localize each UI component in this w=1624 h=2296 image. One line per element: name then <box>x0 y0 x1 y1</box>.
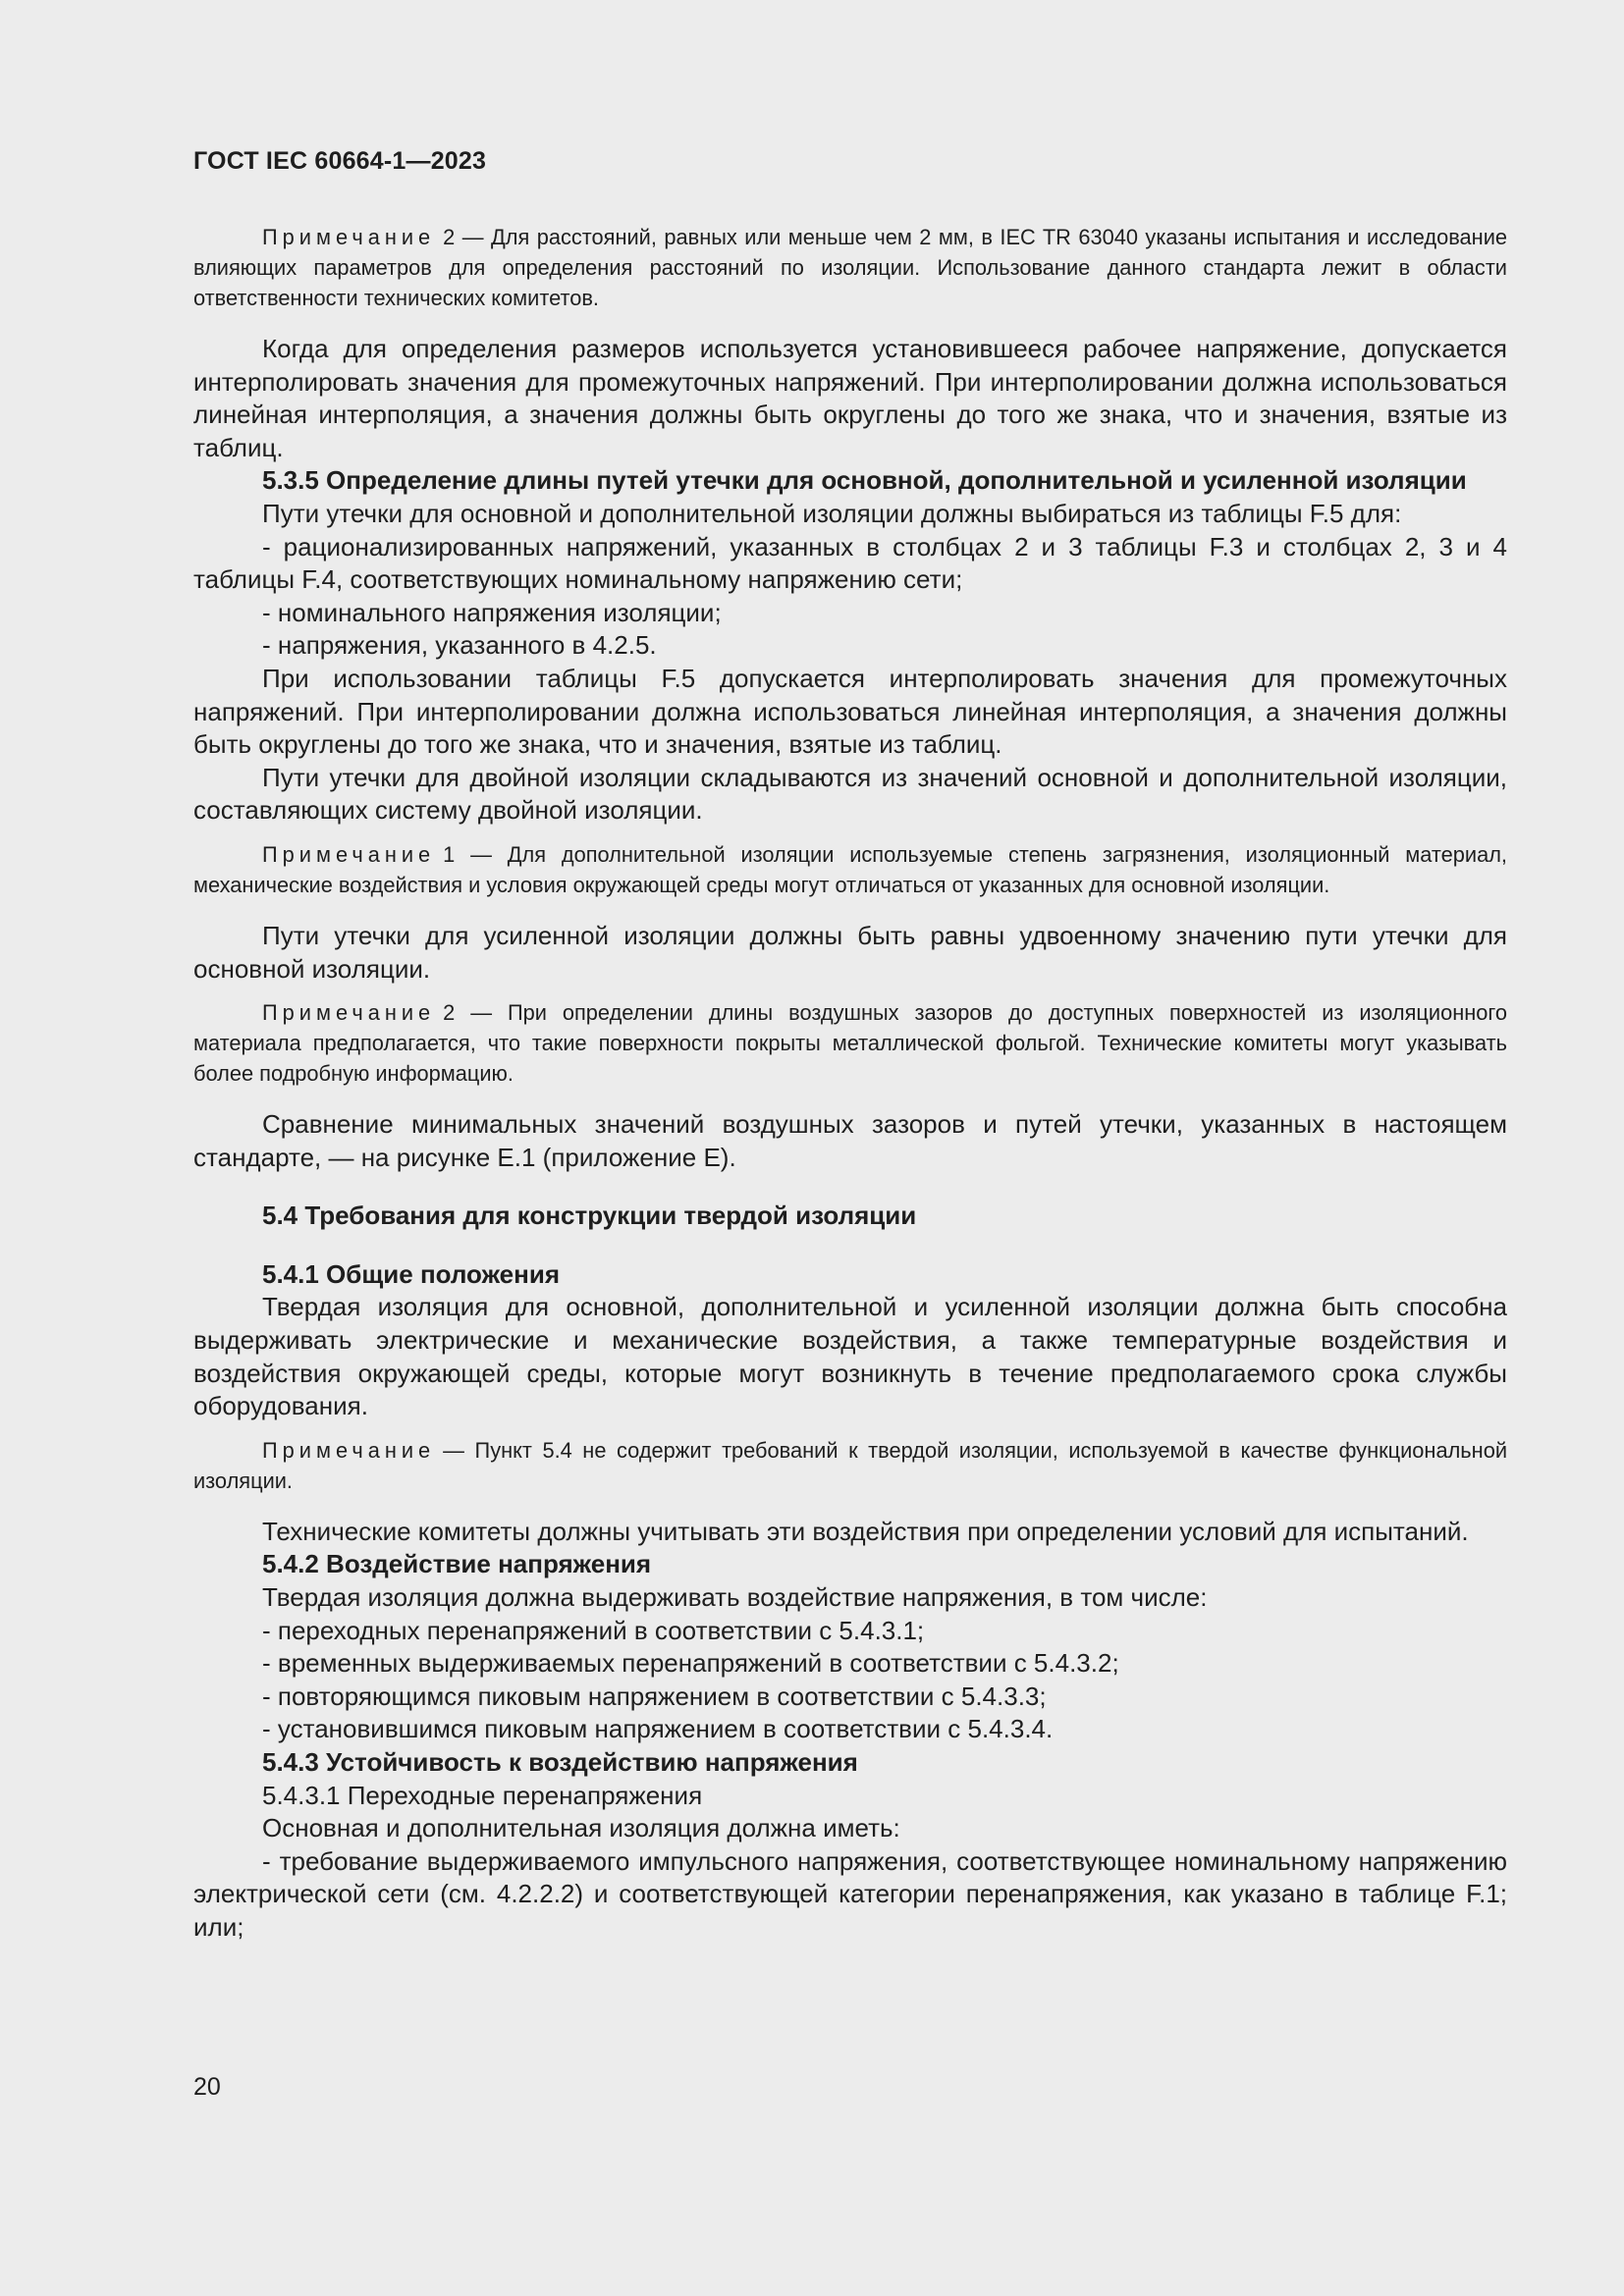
list-item: - напряжения, указанного в 4.2.5. <box>262 630 657 661</box>
document-header: ГОСТ IEC 60664-1—2023 <box>193 147 487 175</box>
page-number: 20 <box>193 2073 221 2101</box>
paragraph: Пути утечки для основной и дополнительной изоляции должны выбираться из таблицы F.5 для: <box>262 498 1402 528</box>
list-item: - переходных перенапряжений в соответствии с 5.4.3.1; <box>262 1615 925 1645</box>
paragraph: Пути утечки для двойной изоляции складываются из значений основной и дополнительной изоляции, составляющих систему двойной изоляции. <box>193 762 1507 826</box>
list-item: - рационализированных напряжений, указанных в столбцах 2 и 3 таблицы F.3 и столбцах 2, 3 и 4 таблицы F.4, соответствующих номинальному напряжению сети; <box>193 531 1507 595</box>
note-text: 1 — Для дополнительной изоляции используемые степень загрязнения, изоляционный материал, механические воздействия и условия окружающей среды могут отличаться от указанных для основной изоляции. <box>193 841 1507 897</box>
note-label: Примечание <box>262 225 436 249</box>
heading-5-3-5: 5.3.5 Определение длины путей утечки для основной, дополнительной и усиленной изоляции <box>262 465 1467 496</box>
note-text: 2 — При определении длины воздушных зазоров до доступных поверхностей из изоляционного материала предполагается, что такие поверхности покрыты металлической фольгой. Технические комитеты могут указывать более подробную информацию. <box>193 1000 1507 1087</box>
paragraph: Основная и дополнительная изоляция должна иметь: <box>262 1813 900 1843</box>
subsection-5-4-3-1: 5.4.3.1 Переходные перенапряжения <box>262 1780 703 1810</box>
note-1-supplementary <box>193 839 1507 900</box>
paragraph: Сравнение минимальных значений воздушных зазоров и путей утечки, указанных в настоящем стандарте, — на рисунке E.1 (приложение E). <box>193 1109 1507 1172</box>
heading-5-4-1: 5.4.1 Общие положения <box>262 1258 560 1289</box>
paragraph: При использовании таблицы F.5 допускается интерполировать значения для промежуточных напряжений. При интерполировании должна использоваться линейная интерполяция, а значения должны быть округлены до того же знака, что и значения, взятые из таблиц. <box>193 663 1507 760</box>
paragraph: Пути утечки для усиленной изоляции должны быть равны удвоенному значению пути утечки для основной изоляции. <box>193 920 1507 984</box>
paragraph: Твердая изоляция для основной, дополнительной и усиленной изоляции должна быть способна выдерживать электрические и механические воздействия, а также температурные воздействия и воздействия окружающей среды, которые могут возникнуть в течение предполагаемого срока службы оборудования. <box>193 1292 1507 1421</box>
list-item: - временных выдерживаемых перенапряжений в соответствии с 5.4.3.2; <box>262 1648 1119 1679</box>
heading-5-4: 5.4 Требования для конструкции твердой изоляции <box>262 1201 917 1231</box>
note-label: Примечание <box>262 841 436 867</box>
paragraph: Твердая изоляция должна выдерживать воздействие напряжения, в том числе: <box>262 1582 1208 1613</box>
note-text: 2 — Для расстояний, равных или меньше чем 2 мм, в IEC TR 63040 указаны испытания и исследование влияющих параметров для определения расстояний по изоляции. Использование данного стандарта лежит в области ответственности технических комитетов. <box>193 225 1507 310</box>
note-functional-insulation <box>193 1435 1507 1496</box>
list-item: - требование выдерживаемого импульсного напряжения, соответствующее номинальному напряжению электрической сети (см. 4.2.2.2) и соответствующей категории перенапряжения, как указано в таблице F.1; или; <box>193 1845 1507 1942</box>
note-label: Примечание <box>262 1437 436 1463</box>
note-2-clearance <box>193 222 1507 313</box>
document-body <box>193 222 1507 1945</box>
paragraph: Когда для определения размеров используется установившееся рабочее напряжение, допускается интерполировать значения для промежуточных напряжений. При интерполировании должна использоваться линейная интерполяция, а значения должны быть округлены до того же знака, что и значения, взятые из таблиц. <box>193 334 1507 462</box>
heading-5-4-2: 5.4.2 Воздействие напряжения <box>262 1549 652 1579</box>
note-text: — Пункт 5.4 не содержит требований к твердой изоляции, используемой в качестве функциональной изоляции. <box>193 1437 1507 1493</box>
list-item: - повторяющимся пиковым напряжением в соответствии с 5.4.3.3; <box>262 1681 1047 1711</box>
list-item: - установившимся пиковым напряжением в соответствии с 5.4.3.4. <box>262 1714 1054 1744</box>
heading-5-4-3: 5.4.3 Устойчивость к воздействию напряжения <box>262 1747 858 1777</box>
note-label: Примечание <box>262 1000 436 1026</box>
note-2-foil <box>193 997 1507 1089</box>
list-item: - номинального напряжения изоляции; <box>262 597 722 627</box>
paragraph: Технические комитеты должны учитывать эти воздействия при определении условий для испытаний. <box>262 1516 1469 1546</box>
